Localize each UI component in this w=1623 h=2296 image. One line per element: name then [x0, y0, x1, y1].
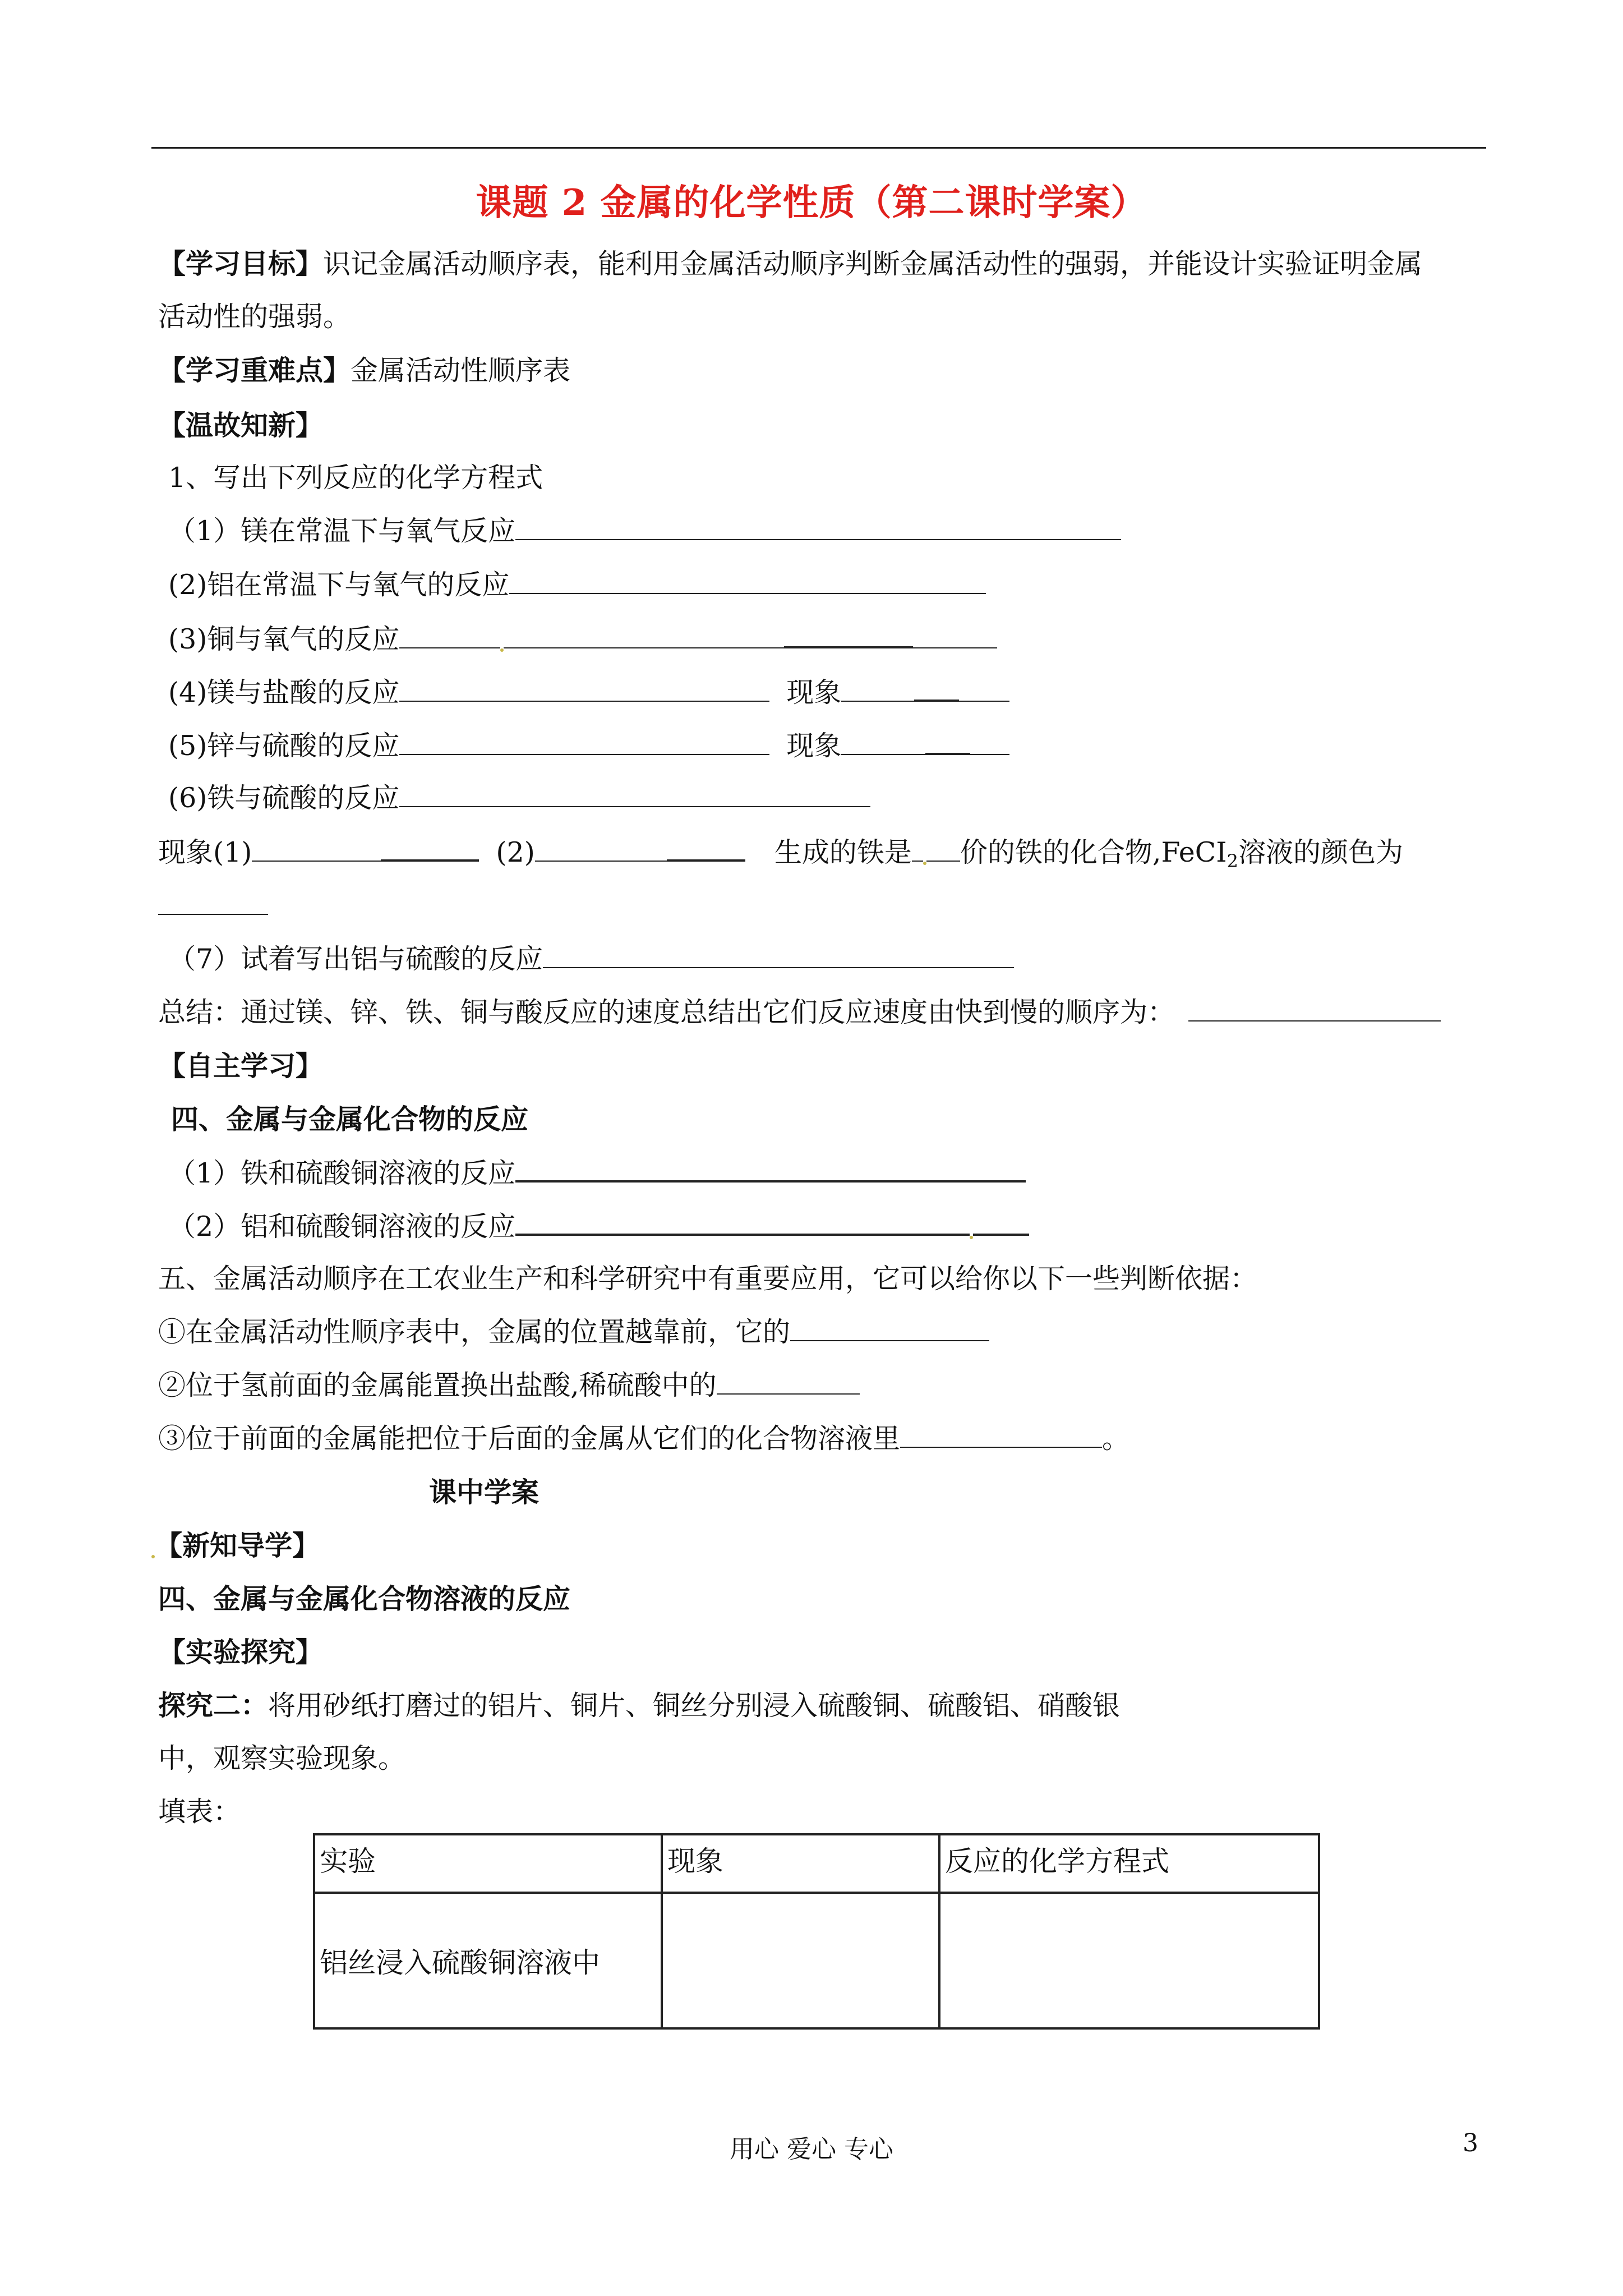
answer-blank[interactable] — [509, 568, 986, 594]
fill-table-label: 填表： — [158, 1796, 241, 1828]
table-row — [314, 1893, 1319, 2028]
header-rule — [151, 147, 1486, 149]
goal-label: 【学习目标】 — [158, 247, 324, 280]
answer-blank[interactable] — [399, 729, 769, 755]
explore-line-1 — [158, 1688, 1120, 1723]
goal-line-1 — [158, 247, 1422, 281]
table-cell-answer[interactable] — [662, 1893, 939, 2028]
answer-blank[interactable] — [925, 728, 970, 755]
self-study-item-2-text: （2）铝和硫酸铜溶液的反应 — [168, 1211, 516, 1243]
table-header-cell: 实验 — [314, 1834, 662, 1893]
answer-blank[interactable] — [399, 623, 500, 648]
answer-blank[interactable] — [914, 675, 959, 702]
review-item-6 — [168, 781, 870, 815]
review-item-1-text: （1）镁在常温下与氧气反应 — [168, 515, 516, 547]
answer-blank[interactable] — [1188, 996, 1441, 1022]
answer-blank[interactable] — [158, 889, 268, 915]
table-header-cell: 反应的化学方程式 — [939, 1834, 1319, 1893]
solution-color-label: 溶液的颜色为 — [1238, 836, 1403, 868]
self-study-item-1 — [168, 1156, 1026, 1190]
answer-blank[interactable] — [959, 676, 1009, 702]
answer-blank[interactable] — [535, 836, 667, 862]
page-title: 课题 2 金属的化学性质（第二课时学案） — [476, 182, 1147, 224]
review-item-2 — [168, 568, 986, 602]
self-study-item-1-text: （1）铁和硫酸铜溶液的反应 — [168, 1157, 516, 1189]
summary-text: 总结：通过镁、锌、铁、铜与酸反应的速度总结出它们反应速度由快到慢的顺序为： — [158, 996, 1175, 1028]
speck-mark — [923, 862, 926, 865]
criterion-2-text: ②位于氢前面的金属能置换出盐酸,稀硫酸中的 — [158, 1369, 717, 1401]
answer-blank[interactable] — [515, 1156, 1026, 1182]
answer-blank[interactable] — [543, 942, 1014, 968]
phenomenon-2-label: (2) — [496, 836, 535, 868]
review-item-4 — [168, 675, 1009, 710]
answer-blank[interactable] — [717, 1369, 860, 1395]
speck-mark — [970, 1236, 973, 1239]
experiment-table — [313, 1833, 1320, 2030]
answer-blank[interactable] — [667, 835, 745, 862]
explore-label: 探究二： — [158, 1689, 269, 1722]
in-class-section: 四、金属与金属化合物溶液的反应 — [158, 1582, 571, 1615]
criterion-3-text: ③位于前面的金属能把位于后面的金属从它们的化合物溶液里 — [158, 1423, 901, 1455]
goal-line-2 — [158, 300, 351, 334]
phenomenon-label: 现象 — [786, 730, 842, 762]
keypoint-label: 【学习重难点】 — [158, 354, 351, 386]
answer-blank[interactable] — [970, 729, 1009, 755]
review-item-5-text: (5)锌与硫酸的反应 — [168, 730, 400, 762]
new-knowledge-label — [151, 1529, 320, 1562]
table-header-cell: 现象 — [662, 1834, 939, 1893]
phenomenon-label: 现象 — [786, 677, 842, 708]
criterion-3-end: 。 — [1102, 1423, 1130, 1455]
iron-compound-label: 价的铁的化合物, — [960, 836, 1161, 868]
review-label: 【温故知新】 — [158, 409, 324, 441]
phenomenon-line — [158, 835, 1403, 878]
answer-blank[interactable] — [784, 622, 913, 648]
formula-text: FeCI — [1161, 836, 1227, 868]
iron-valence-label: 生成的铁是 — [774, 836, 912, 868]
answer-blank[interactable] — [926, 836, 960, 862]
criterion-3 — [158, 1422, 1129, 1456]
footer-motto: 用心 爱心 专心 — [730, 2135, 893, 2164]
in-class-heading: 课中学案 — [429, 1476, 540, 1508]
review-item-3 — [168, 622, 997, 656]
answer-blank[interactable] — [399, 676, 769, 702]
criterion-1-text: ①在金属活动性顺序表中，金属的位置越靠前，它的 — [158, 1316, 791, 1348]
self-study-item-2 — [168, 1209, 1029, 1244]
answer-blank[interactable] — [381, 835, 479, 862]
review-item-4-text: (4)镁与盐酸的反应 — [168, 677, 400, 708]
keypoint-text: 金属活动性顺序表 — [351, 355, 571, 386]
answer-blank[interactable] — [841, 729, 925, 755]
answer-blank[interactable] — [515, 514, 1121, 540]
criterion-1 — [158, 1315, 989, 1349]
page-number: 3 — [1463, 2129, 1478, 2157]
experiment-label: 【实验探究】 — [158, 1636, 324, 1668]
review-item-3-text: (3)铜与氧气的反应 — [168, 623, 400, 655]
keypoint-line — [158, 353, 570, 388]
review-item-1 — [168, 514, 1121, 548]
criterion-2 — [158, 1369, 860, 1402]
self-study-heading: 四、金属与金属化合物的反应 — [171, 1103, 529, 1135]
answer-blank[interactable] — [913, 623, 997, 648]
answer-blank[interactable] — [399, 781, 870, 807]
review-item-6-text: (6)铁与硫酸的反应 — [168, 782, 400, 814]
review-q1: 1、写出下列反应的化学方程式 — [168, 462, 543, 494]
goal-text: 识记金属活动顺序表，能利用金属活动顺序判断金属活动性的强弱，并能设计实验证明金属 — [323, 248, 1423, 280]
review-item-7 — [168, 942, 1014, 976]
answer-blank[interactable] — [790, 1315, 989, 1341]
phenomenon-1-label: 现象(1) — [158, 836, 252, 868]
summary-line — [158, 996, 1441, 1029]
review-item-7-text: （7）试着写出铝与硫酸的反应 — [168, 943, 543, 975]
table-cell: 铝丝浸入硫酸铜溶液中 — [314, 1893, 662, 2028]
answer-blank[interactable] — [504, 623, 784, 648]
formula-subscript: 2 — [1227, 850, 1238, 872]
self-study-label: 【自主学习】 — [158, 1050, 324, 1082]
answer-blank[interactable] — [841, 676, 914, 702]
answer-blank[interactable] — [252, 836, 381, 862]
goal-text-cont: 活动性的强弱。 — [158, 301, 351, 333]
review-item-2-text: (2)铝在常温下与氧气的反应 — [168, 569, 510, 601]
table-cell-answer[interactable] — [939, 1893, 1319, 2028]
answer-blank[interactable] — [515, 1209, 970, 1236]
answer-blank[interactable] — [973, 1209, 1029, 1236]
explore-line-2: 中，观察实验现象。 — [158, 1742, 406, 1774]
color-answer-line — [158, 889, 268, 923]
review-item-5 — [168, 728, 1009, 763]
new-knowledge-text: 【新知导学】 — [155, 1529, 320, 1562]
section-five: 五、金属活动顺序在工农业生产和科学研究中有重要应用，它可以给你以下一些判断依据： — [158, 1263, 1258, 1295]
answer-blank[interactable] — [900, 1422, 1102, 1448]
explore-text: 将用砂纸打磨过的铝片、铜片、铜丝分别浸入硫酸铜、硫酸铝、硝酸银 — [268, 1690, 1121, 1722]
speck-mark — [500, 648, 504, 652]
answer-blank[interactable] — [912, 836, 923, 862]
table-header-row — [314, 1834, 1319, 1893]
